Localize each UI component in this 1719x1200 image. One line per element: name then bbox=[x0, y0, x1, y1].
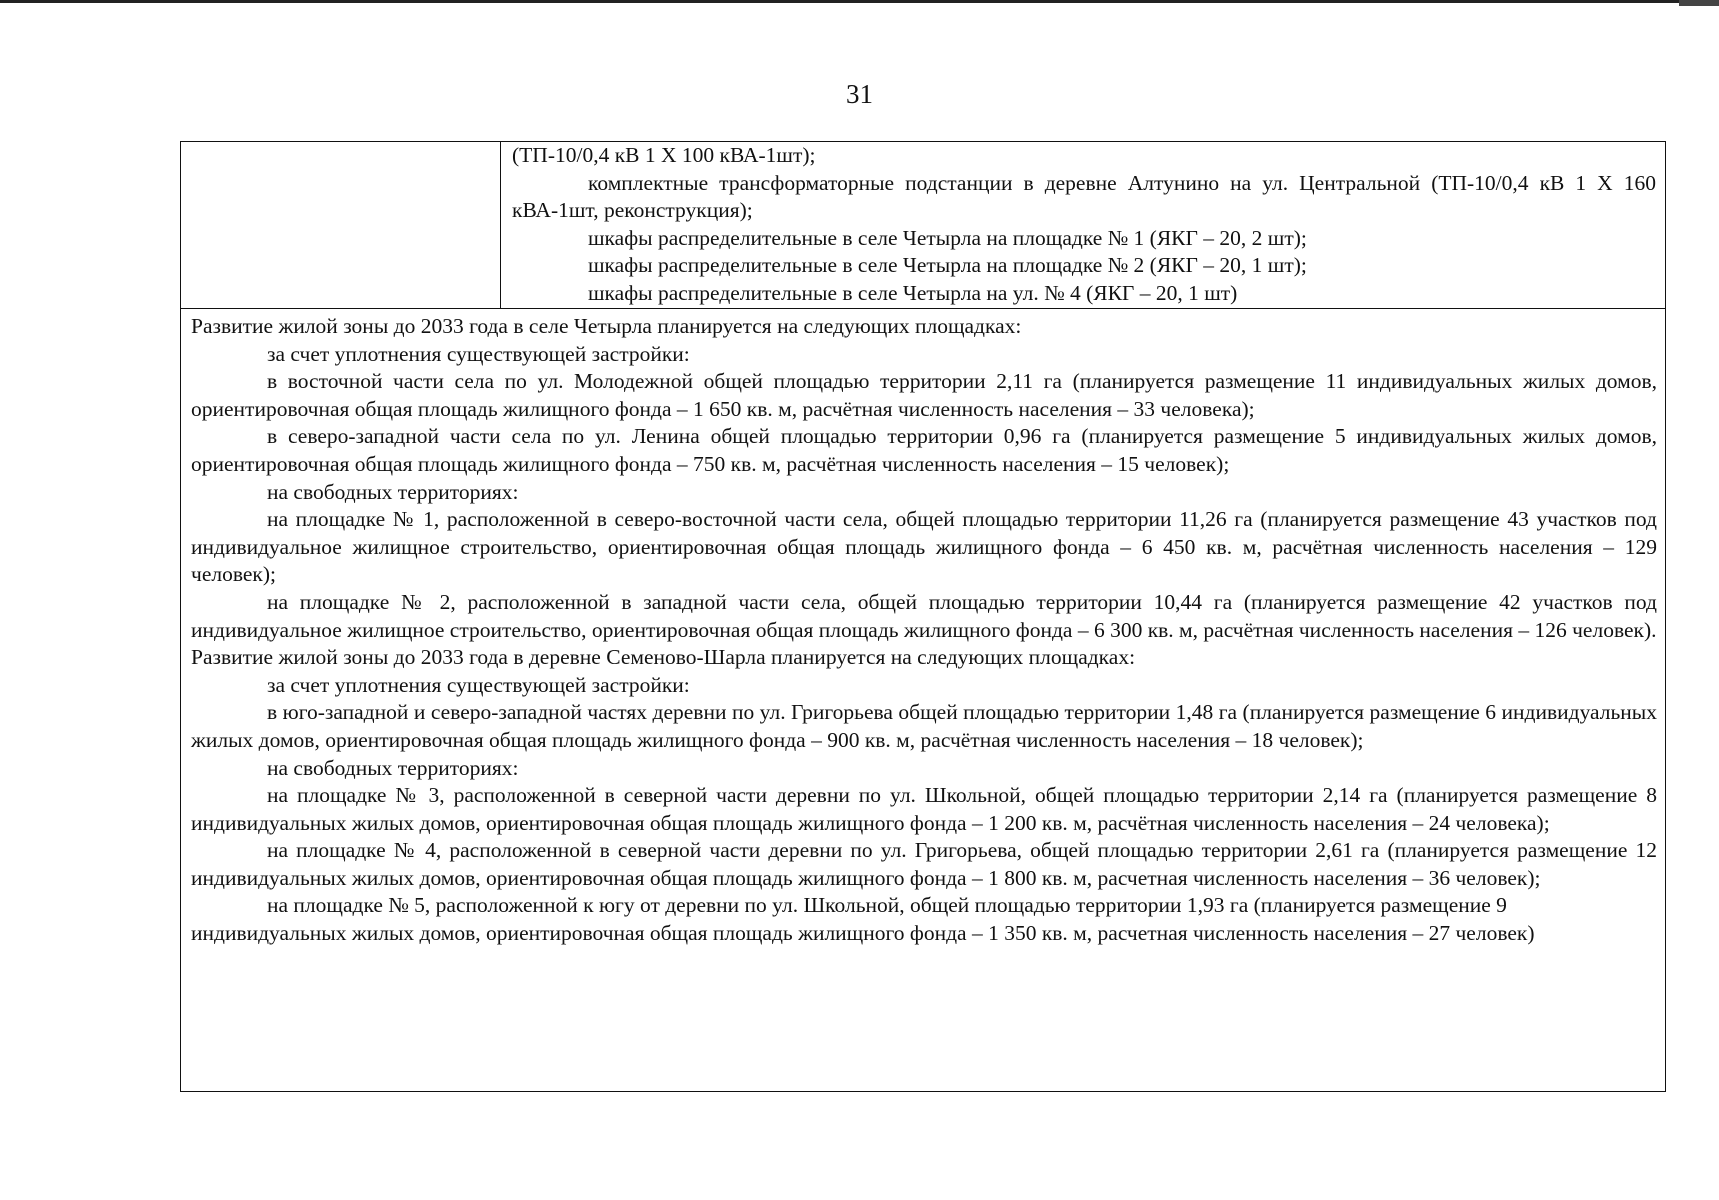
equipment-paragraph: шкафы распределительные в селе Четырла на ул. № 4 (ЯКГ – 20, 1 шт) bbox=[588, 280, 1238, 305]
table-cell-empty bbox=[181, 142, 501, 308]
table-cell-residential-development bbox=[191, 313, 1657, 948]
body-paragraph: в восточной части села по ул. Молодежной общей площадью территории 2,11 га (планируется размещение 11 индивидуальных жилых домов, ориентировочная общая площадь жилищного фонда – 1 650 кв. м, расчётная численность населения – 33 человека); bbox=[191, 369, 1657, 421]
document-table bbox=[180, 141, 1666, 1092]
equipment-paragraph: (ТП-10/0,4 кВ 1 Х 100 кВА-1шт); bbox=[512, 143, 816, 167]
body-paragraph: на площадке № 3, расположенной в северной части деревни по ул. Школьной, общей площадью территории 2,14 га (планируется размещение 8 индивидуальных жилых домов, ориентировочная общая площадь жилищного фонда – 1 200 кв. м, расчётная численность населения – 24 человека); bbox=[191, 783, 1657, 835]
body-paragraph: на площадке № 4, расположенной в северной части деревни по ул. Григорьева, общей площадью территории 2,61 га (планируется размещение 12 индивидуальных жилых домов, ориентировочная общая площадь жилищного фонда – 1 800 кв. м, расчетная численность населения – 36 человек); bbox=[191, 838, 1657, 890]
body-paragraph: в юго-западной и северо-западной частях деревни по ул. Григорьева общей площадью территории 1,48 га (планируется размещение 6 индивидуальных жилых домов, ориентировочная общая площадь жилищного фонда – 900 кв. м, расчётная численность населения – 18 человек); bbox=[191, 700, 1657, 752]
subheading-free-territories: на свободных территориях: bbox=[267, 479, 519, 504]
body-paragraph: на площадке № 5, расположенной к югу от деревни по ул. Школьной, общей площадью территории 1,93 га (планируется размещение 9 индивидуальных жилых домов, ориентировочная общая площадь жилищного фонда – 1 350 кв. м, расчетная численность населения – 27 человек) bbox=[191, 893, 1535, 946]
section-heading-chetyrla: Развитие жилой зоны до 2033 года в селе Четырла планируется на следующих площадках: bbox=[191, 314, 1022, 338]
equipment-paragraph: шкафы распределительные в селе Четырла на площадке № 2 (ЯКГ – 20, 1 шт); bbox=[588, 253, 1307, 278]
table-cell-equipment-list bbox=[512, 142, 1656, 308]
table-row-top bbox=[181, 142, 1665, 309]
page-number: 31 bbox=[846, 79, 873, 109]
subheading-densification: за счет уплотнения существующей застройки: bbox=[267, 672, 690, 697]
section-heading-semenovo-sharla: Развитие жилой зоны до 2033 года в деревне Семеново-Шарла планируется на следующих площадках: bbox=[191, 645, 1136, 670]
scan-edge-top bbox=[0, 0, 1719, 3]
body-paragraph: на площадке № 2, расположенной в западной части села, общей площадью территории 10,44 га (планируется размещение 42 участков под индивидуальное жилищное строительство, ориентировочная общая площадь жилищного фонда – 6 300 кв. м, расчётная численность населения – 126 человек). bbox=[191, 589, 1657, 642]
body-paragraph: в северо-западной части села по ул. Ленина общей площадью территории 0,96 га (планируется размещение 5 индивидуальных жилых домов, ориентировочная общая площадь жилищного фонда – 750 кв. м, расчётная численность населения – 15 человек); bbox=[191, 424, 1657, 476]
subheading-densification: за счет уплотнения существующей застройки: bbox=[267, 341, 690, 366]
equipment-paragraph: шкафы распределительные в селе Четырла на площадке № 1 (ЯКГ – 20, 2 шт); bbox=[588, 225, 1307, 250]
body-paragraph: на площадке № 1, расположенной в северо-восточной части села, общей площадью территории 11,26 га (планируется размещение 43 участков под индивидуальное жилищное строительство, ориентировочная общая площадь жилищного фонда – 6 450 кв. м, расчётная численность населения – 129 человек); bbox=[191, 507, 1657, 587]
scan-edge-corner bbox=[1679, 0, 1719, 6]
equipment-paragraph: комплектные трансформаторные подстанции в деревне Алтунино на ул. Центральной (ТП-10/0,4 кВ 1 Х 160 кВА-1шт, реконструкция); bbox=[512, 170, 1656, 223]
subheading-free-territories: на свободных территориях: bbox=[267, 755, 519, 780]
